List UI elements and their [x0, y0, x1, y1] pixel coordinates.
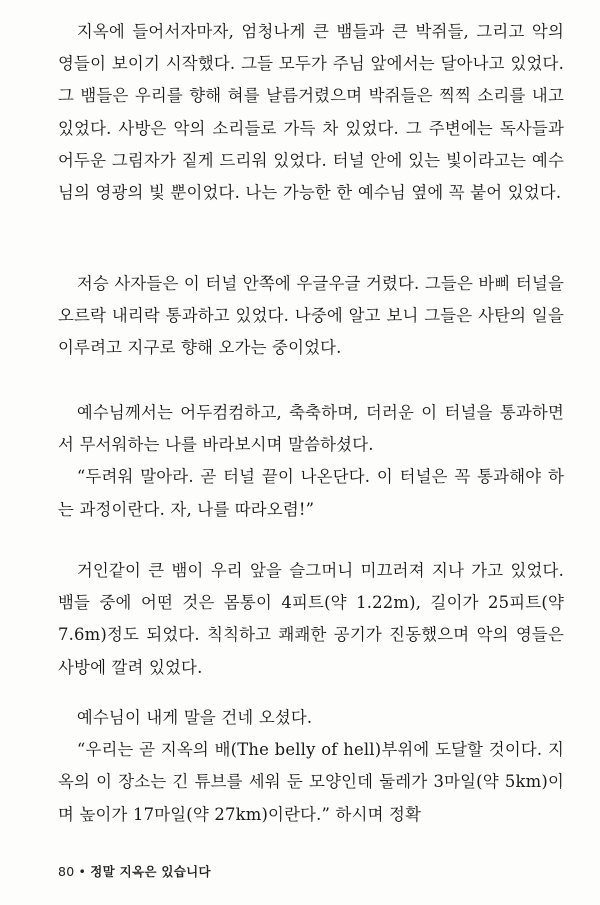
book-title: 정말 지옥은 있습니다 — [90, 864, 211, 879]
paragraph-text: 지옥에 들어서자마자, 엄청나게 큰 뱀들과 큰 박쥐들, 그리고 악의 영들이 보이기 시작했다. 그들 모두가 주님 앞에서는 달아나고 있었다. 그 뱀들은 우리를 향해 혀를 날름거렸으며 박쥐들은 찍찍 소리를 내고 있었다. 사방은 악의 소리들로 가득 차 있었다. 그 주변에는 독사들과 어두운 그림자가 짙게 드리워 있었다. 터널 안에 있는 빛이라고는 예수님의 영광의 빛 뿐이었다. 나는 가능한 한 예수님 옆에 꼭 붙어 있었다. — [58, 22, 564, 203]
paragraph-text: 거인같이 큰 뱀이 우리 앞을 슬그머니 미끄러져 지나 가고 있었다. 뱀들 중에 어떤 것은 몸통이 4피트(약 1.22m), 길이가 25피트(약 7.6m)정도 되었다. 칙칙하고 쾌쾌한 공기가 진동했으며 악의 영들은 사방에 깔려 있었다. — [58, 561, 564, 677]
paragraph-4 — [58, 555, 564, 684]
page-footer — [58, 862, 211, 880]
paragraph-line: 예수님께서는 어두컴컴하고, 축축하며, 더러운 이 터널을 통과하면서 무서워하는 나를 바라보시며 말씀하셨다. — [58, 403, 564, 455]
paragraph-3 — [58, 397, 564, 526]
paragraph-text: 저승 사자들은 이 터널 안쪽에 우글우글 거렸다. 그들은 바삐 터널을 오르락 내리락 통과하고 있었다. 나중에 알고 보니 그들은 사탄의 일을 이루려고 지구로 향해 오가는 중이었다. — [58, 274, 564, 358]
quote-line: “우리는 곧 지옥의 배(The belly of hell)부위에 도달할 것이다. 지옥의 이 장소는 긴 튜브를 세워 둔 모양인데 둘레가 3마일(약 5km)이며 높이가 17마일(약 27km)이란다.” 하시며 정확 — [58, 740, 564, 824]
footer-bullet: • — [78, 864, 87, 879]
paragraph-line: 예수님이 내게 말을 건네 오셨다. — [76, 708, 313, 727]
paragraph-5 — [58, 702, 564, 831]
page-number: 80 — [58, 864, 75, 879]
paragraph-1 — [58, 16, 564, 209]
quote-line: “두려워 말아라. 곧 터널 끝이 나온단다. 이 터널은 꼭 통과해야 하는 과정이란다. 자, 나를 따라오렴!” — [58, 467, 564, 519]
paragraph-2 — [58, 268, 564, 365]
